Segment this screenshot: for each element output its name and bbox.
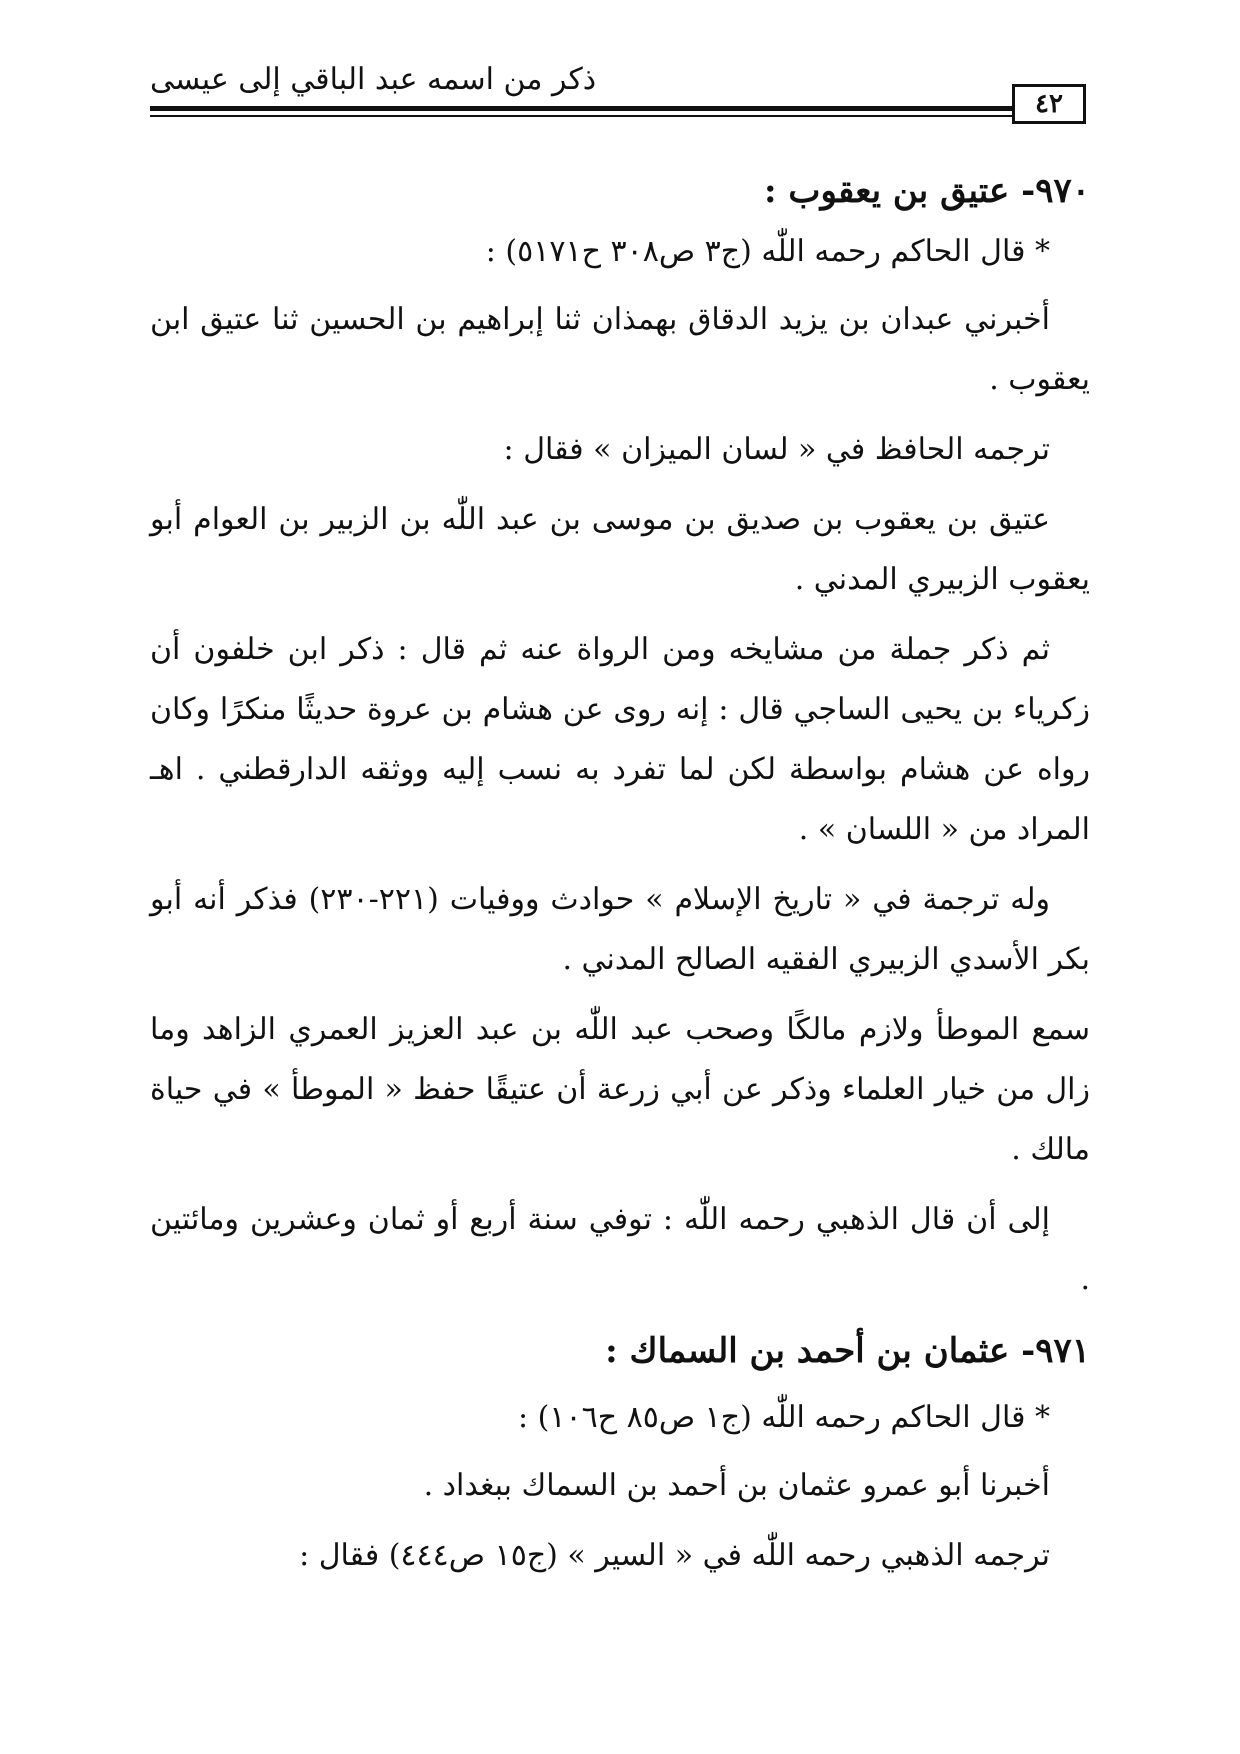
entry-971-paragraph-1: أخبرنا أبو عمرو عثمان بن أحمد بن السماك ببغداد . — [423, 1468, 1050, 1503]
entry-971-paragraph-2: ترجمه الذهبي رحمه اللّٰه في « السير » (ج١٥ ص٤٤٤) فقال : — [299, 1538, 1050, 1573]
entry-970-paragraph-2: ترجمه الحافظ في « لسان الميزان » فقال : — [503, 432, 1050, 467]
entry-970-paragraph-7: إلى أن قال الذهبي رحمه اللّٰه : توفي سنة أربع أو ثمان وعشرين ومائتين . — [150, 1202, 1090, 1297]
page-number: ٤٢ — [1012, 84, 1086, 124]
entry-970-source: * قال الحاكم رحمه اللّٰه (ج٣ ص٣٠٨ ح٥١٧١) : — [485, 234, 1050, 269]
entry-970-paragraph-5: وله ترجمة في « تاريخ الإسلام » حوادث ووفيات (٢٢١-٢٣٠) فذكر أنه أبو بكر الأسدي الزبيري الفقيه الصالح المدني . — [150, 882, 1090, 977]
entry-971-heading: ٩٧١- عثمان بن أحمد بن السماك : — [605, 1331, 1090, 1371]
entry-970-paragraph-3: عتيق بن يعقوب بن صديق بن موسى بن عبد اللّٰه بن الزبير بن العوام أبو يعقوب الزبيري المدني . — [150, 502, 1090, 597]
page-body — [150, 160, 1090, 1596]
entry-970-paragraph-6: سمع الموطأ ولازم مالكًا وصحب عبد اللّٰه بن عبد العزيز العمري الزاهد وما زال من خيار العلماء وذكر عن أبي زرعة أن عتيقًا حفظ « الموطأ » في حياة مالك . — [150, 1012, 1090, 1167]
entry-970-heading: ٩٧٠- عتيق بن يعقوب : — [764, 171, 1090, 211]
header-rule-thin — [150, 115, 1012, 117]
entry-971-source: * قال الحاكم رحمه اللّٰه (ج١ ص٨٥ ح١٠٦) : — [518, 1400, 1050, 1435]
entry-970-paragraph-1: أخبرني عبدان بن يزيد الدقاق بهمذان ثنا إبراهيم بن الحسين ثنا عتيق ابن يعقوب . — [150, 302, 1090, 397]
running-title: ذكر من اسمه عبد الباقي إلى عيسى — [150, 62, 597, 97]
entry-970-paragraph-4: ثم ذكر جملة من مشايخه ومن الرواة عنه ثم قال : ذكر ابن خلفون أن زكرياء بن يحيى الساجي قال : إنه روى عن هشام بن عروة حديثًا منكرًا وكان رواه عن هشام بواسطة لكن لما تفرد به نسب إليه ووثقه الدارقطني . اهـ المراد من « اللسان » . — [150, 632, 1090, 847]
header-rule-thick — [150, 106, 1012, 111]
